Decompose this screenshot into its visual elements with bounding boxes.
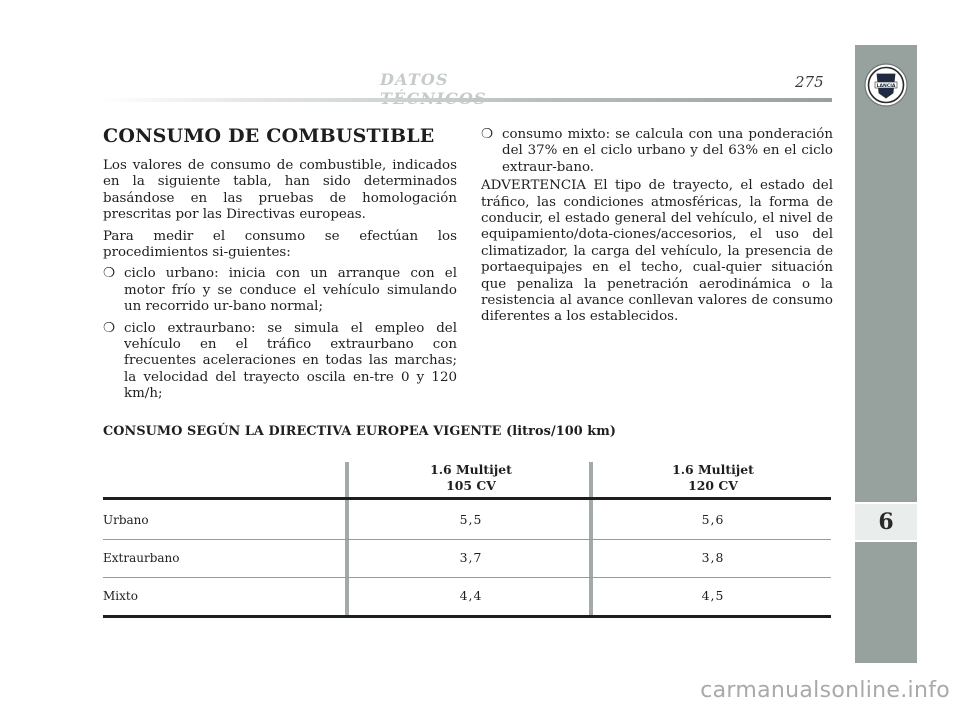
page-number: 275 xyxy=(795,73,824,91)
consumption-table xyxy=(103,462,831,620)
cell-urbano-105cv: 5,5 xyxy=(459,512,483,527)
table-bottom-rule xyxy=(103,615,831,618)
bullet-circle-icon: ❍ xyxy=(481,127,494,142)
section-title: CONSUMO DE COMBUSTIBLE xyxy=(103,125,435,147)
bullet-text: ciclo extraurbano: se simula el empleo del vehículo en el tráfico extraurbano con frecuentes aceleraciones en todas las marchas; la velocidad del trayecto oscila en-tre 0 y 120 km/h; xyxy=(124,320,457,402)
column-header-line1: 1.6 Multijet xyxy=(672,462,754,477)
bullet-circle-icon: ❍ xyxy=(103,320,116,336)
cell-extraurbano-120cv: 3,8 xyxy=(701,550,725,565)
lancia-logo-icon xyxy=(863,62,909,108)
running-title: DATOS xyxy=(380,70,449,89)
warning-paragraph: ADVERTENCIA El tipo de trayecto, el estado del tráfico, las condiciones atmosféricas, la forma de conducir, el estado general del vehículo, el nivel de equipamiento/dota-ciones/accesorios, el uso del climatizador, la carga del vehículo, la presencia de portaequipajes en el techo, cual-quier situación que penaliza la penetración aerodinámica o la resistencia al avance conllevan valores de consumo diferentes a los establecidos. xyxy=(481,178,833,325)
bullet-item-extraurban xyxy=(103,321,457,403)
bullet-text: consumo mixto: se calcula con una ponderación del 37% en el ciclo urbano y del 63% en el ciclo extraur-bano. xyxy=(502,127,833,175)
column-header-line1: 1.6 Multijet xyxy=(430,462,512,477)
intro-paragraph-2: Para medir el consumo se efectúan los procedimientos si-guientes: xyxy=(103,228,457,261)
column-header-line2: 105 CV xyxy=(446,478,496,493)
cell-mixto-120cv: 4,5 xyxy=(701,588,725,603)
cell-extraurbano-105cv: 3,7 xyxy=(459,550,483,565)
row-label-mixto: Mixto xyxy=(103,589,138,603)
row-label-urbano: Urbano xyxy=(103,513,149,527)
bullet-circle-icon: ❍ xyxy=(103,266,116,282)
bullet-item-urban xyxy=(103,266,457,315)
table-title: CONSUMO SEGÚN LA DIRECTIVA EUROPEA VIGENTE (litros/100 km) xyxy=(103,424,617,439)
column-header-120cv xyxy=(593,462,833,494)
cell-mixto-105cv: 4,4 xyxy=(459,588,483,603)
row-divider xyxy=(103,577,831,578)
header-divider xyxy=(100,98,832,102)
watermark: carmanualsonline.info xyxy=(700,678,950,703)
chapter-number: 6 xyxy=(855,502,917,542)
chapter-side-tab xyxy=(855,45,917,663)
intro-paragraph-1: Los valores de consumo de combustible, indicados en la siguiente tabla, han sido determinados basándose en las pruebas de homologación prescritas por las Directivas europeas. xyxy=(103,158,457,223)
bullet-item-mixed xyxy=(481,127,833,176)
cell-urbano-120cv: 5,6 xyxy=(701,512,725,527)
row-divider xyxy=(103,539,831,540)
bullet-text: ciclo urbano: inicia con un arranque con el motor frío y se conduce el vehículo simulando un recorrido ur-bano normal; xyxy=(124,266,457,315)
right-column xyxy=(481,127,833,331)
table-header-rule xyxy=(103,497,831,500)
left-column xyxy=(103,158,457,408)
column-header-105cv xyxy=(351,462,591,494)
logo-lettering: LANCIA xyxy=(876,84,896,89)
row-label-extraurbano: Extraurbano xyxy=(103,551,180,565)
column-header-line2: 120 CV xyxy=(688,478,738,493)
column-divider xyxy=(345,462,349,618)
